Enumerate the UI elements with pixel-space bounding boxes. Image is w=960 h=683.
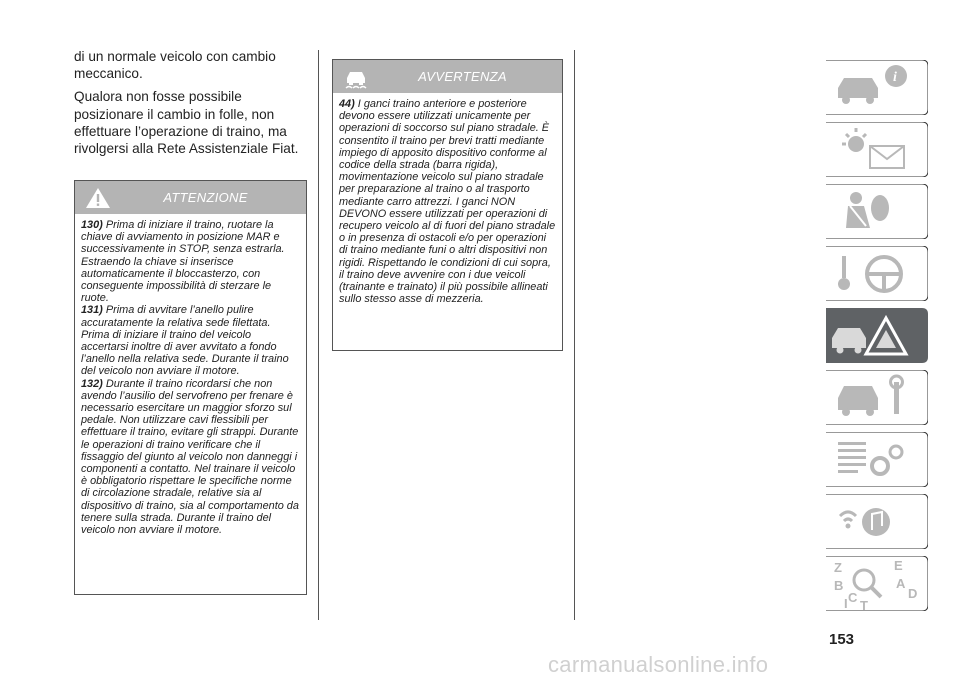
multimedia-icon <box>826 494 928 549</box>
intro-text <box>74 48 306 163</box>
index-icon <box>826 556 928 611</box>
attenzione-header <box>75 181 306 214</box>
avvertenza-item <box>339 98 556 305</box>
note-number: 131) <box>81 304 103 317</box>
tab-multimedia[interactable] <box>826 494 928 549</box>
attenzione-title: ATTENZIONE <box>163 190 248 205</box>
note-text: I ganci traino anteriore e posteriore devono essere utilizzati unicamente per operazioni di soccorso sul piano stradale. È consentito il traino per brevi tratti mediante impiego di apposito dispositivo conforme al codice della strada (barra rigida), movimentazione veicolo sul piano stradale per preparazione al traino o al trasporto mediante carro attrezzi. I ganci NON DEVONO essere utilizzati per operazioni di recupero veicolo al di fuori del piano stradale o in presenza di ostacoli e/o per operazioni di traino mediante funi o altri dispositivi non rigidi. Rispettando le condizioni di cui sopra, il traino deve avvenire con i due veicoli (trainante e trainato) il più possibile allineati sullo stesso asse di mezzeria. <box>339 98 556 306</box>
attenzione-item <box>81 378 300 537</box>
tab-car-info[interactable] <box>826 60 928 115</box>
tab-maintenance[interactable] <box>826 370 928 425</box>
technical-data-icon <box>826 432 928 487</box>
lights-message-icon <box>826 122 928 177</box>
car-skid-icon <box>343 66 369 90</box>
avvertenza-header <box>333 60 562 93</box>
note-number: 132) <box>81 377 103 390</box>
tab-starting-driving[interactable] <box>826 246 928 301</box>
index-letters: Z E B A C D I T <box>834 558 918 611</box>
key-steering-icon <box>826 246 928 301</box>
avvertenza-body <box>333 93 562 311</box>
intro-paragraph-1: di un normale veicolo con cambio meccanico. <box>74 49 276 82</box>
watermark: carmanualsonline.info <box>548 652 769 677</box>
note-text: Prima di iniziare il traino, ruotare la chiave di avviamento in posizione MAR e successivamente in STOP, senza estrarla. Estraendo la chiave si inserisce automaticamente il bloccasterzo, con conseguente impossibilità di sterzare le ruote. <box>81 219 285 305</box>
column-divider <box>574 50 575 620</box>
column-divider <box>318 50 319 620</box>
note-number: 130) <box>81 219 103 231</box>
attenzione-item <box>81 304 300 377</box>
tab-safety[interactable] <box>826 184 928 239</box>
note-text: Durante il traino ricordarsi che non avendo l’ausilio del servofreno per frenare è necessario esercitare un maggior sforzo sul pedale. Non utilizzare cavi flessibili per effettuare il traino, evitare gli strappi. Durante le operazioni di traino verificare che il fissaggio del giunto al veicolo non danneggi i componenti a contatto. Nel trainare il veicolo è obbligatorio rispettare le specifiche norme di circolazione stradale, relative sia al dispositivo di traino, sia al comportamento da tenere sulla strada. Durante il traino del veicolo non avviare il motore. <box>81 377 299 537</box>
note-number: 44) <box>339 98 355 110</box>
tab-lights-messages[interactable] <box>826 122 928 177</box>
emergency-warning-icon <box>826 308 928 363</box>
svg-text:i: i <box>893 70 897 85</box>
safety-airbag-icon <box>826 184 928 239</box>
car-maintenance-icon <box>826 370 928 425</box>
page-number: 153 <box>829 631 855 648</box>
tab-emergency[interactable] <box>826 308 928 363</box>
intro-paragraph-2: Qualora non fosse possibile posizionare il cambio in folle, non effettuare l’operazione di traino, ma rivolgersi alla Rete Assistenziale Fiat. <box>74 89 299 157</box>
attenzione-box <box>74 180 307 595</box>
attenzione-body <box>75 214 306 542</box>
avvertenza-box <box>332 59 563 351</box>
note-text: Prima di avvitare l’anello pulire accuratamente la relativa sede filettata. Prima di iniziare il traino del veicolo accertarsi inoltre di aver avvitato a fondo l’anello nella relativa sede. Durante il traino del veicolo non avviare il motore. <box>81 304 289 378</box>
avvertenza-title: AVVERTENZA <box>418 69 507 84</box>
car-info-icon <box>826 60 928 115</box>
tab-index[interactable] <box>826 556 928 611</box>
warning-triangle-icon <box>85 187 111 209</box>
attenzione-item <box>81 219 300 304</box>
tab-technical-data[interactable] <box>826 432 928 487</box>
